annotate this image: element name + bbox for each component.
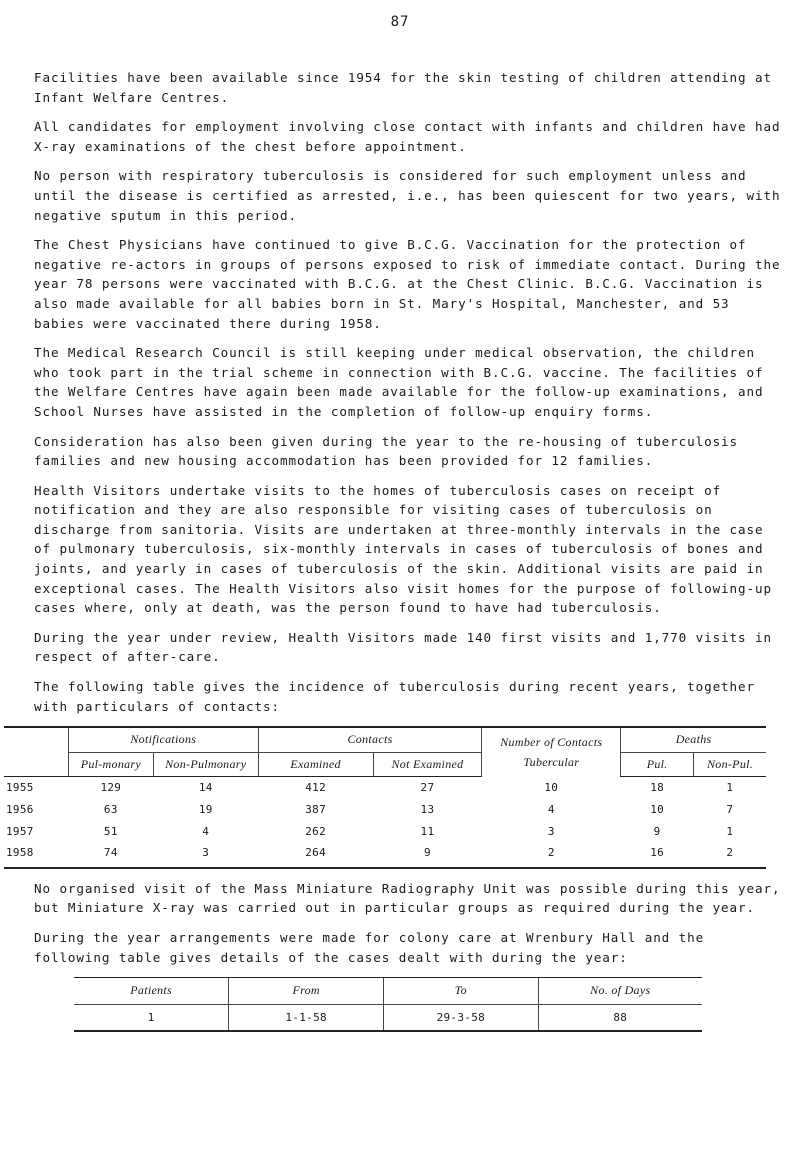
table-row	[4, 842, 766, 868]
pulmonary-cell: 74	[68, 842, 153, 868]
table-row	[4, 821, 766, 843]
deaths-pul-cell: 9	[653, 824, 661, 838]
to-header: To	[384, 978, 539, 1005]
examined-cell: 412	[305, 781, 326, 795]
year-cell: 1958	[4, 842, 68, 868]
paragraph-health-visitors: Health Visitors undertake visits to the homes of tuberculosis cases on receipt of notification and they are also responsible for visiting cases of tuberculosis on discharge from sanitoria. Visits are undertaken at three-monthly intervals in the case of pulmonary tuberculosis, six-monthly intervals in cases of tuberculosis of bones and joints, and yearly in cases of tuberculosis of the skin. Additional visits are paid in exceptional cases. The Health Visitors also visit homes for the purpose of following-up cases where, only at death, was the person found to have had tuberculosis.	[34, 482, 772, 616]
deaths-non-pul-cell: 2	[694, 842, 766, 868]
paragraph-respiratory-tb: No person with respiratory tuberculosis is considered for such employment unless and until the disease is certified as arrested, i.e., has been quiescent for two years, with negative sputum in this period.	[34, 168, 781, 223]
tubercular-header: Number of Contacts Tubercular	[482, 727, 621, 777]
tubercular-cell: 10	[544, 781, 559, 795]
deaths-pul-cell: 18	[650, 781, 665, 795]
days-cell: 88	[538, 1004, 702, 1031]
notifications-header: Notifications	[68, 727, 258, 752]
pulmonary-cell: 129	[100, 781, 122, 795]
paragraph-mass-radiography: No organised visit of the Mass Miniature Radiography Unit was possible during this year, but Miniature X-ray was carried out in particular groups as required during the year.	[34, 880, 781, 916]
not-examined-cell: 13	[420, 803, 435, 816]
deaths-header: Deaths	[621, 727, 766, 752]
tubercular-cell: 2	[482, 842, 621, 868]
paragraph-colony-care: During the year arrangements were made for colony care at Wrenbury Hall and the following table gives details of the cases dealt with during the year:	[34, 929, 705, 965]
examined-cell: 262	[305, 824, 326, 838]
from-cell: 1-1-58	[229, 1004, 384, 1031]
year-cell: 1956	[6, 803, 34, 816]
contacts-header: Contacts	[258, 727, 482, 752]
patients-header: Patients	[74, 978, 229, 1005]
document-body	[6, 68, 782, 1032]
deaths-non-pul-header: Non-Pul.	[694, 752, 766, 777]
pulmonary-cell: 63	[103, 803, 118, 816]
paragraph-xray-candidates: All candidates for employment involving close contact with infants and children have had X-ray examinations of the chest before appointment.	[34, 119, 781, 154]
table-row	[4, 799, 766, 821]
examined-cell: 264	[258, 842, 373, 868]
deaths-pul-cell: 16	[621, 842, 694, 868]
paragraph-medical-research: The Medical Research Council is still keeping under medical observation, the children who took part in the trial scheme in connection with B.C.G. vaccine. The facilities of the Welfare Centres have again been made available for the follow-up examinations, and School Nurses have assisted in the completion of follow-up enquiry forms.	[34, 345, 764, 419]
tuberculosis-incidence-table	[4, 726, 766, 869]
year-header-blank	[4, 727, 68, 752]
year-cell: 1957	[6, 824, 34, 838]
deaths-non-pul-cell: 1	[726, 781, 734, 795]
patients-cell: 1	[74, 1004, 229, 1031]
table-row	[4, 777, 766, 799]
tubercular-cell: 4	[547, 803, 555, 816]
non-pulmonary-header: Non-Pulmonary	[153, 752, 258, 777]
not-examined-cell: 11	[420, 824, 435, 838]
deaths-non-pul-cell: 7	[726, 803, 734, 816]
non-pulmonary-cell: 19	[198, 803, 213, 816]
non-pulmonary-cell: 3	[153, 842, 258, 868]
tubercular-cell: 3	[547, 824, 555, 838]
to-cell: 29-3-58	[384, 1004, 539, 1031]
days-header: No. of Days	[538, 978, 702, 1005]
non-pulmonary-cell: 4	[202, 824, 210, 838]
paragraph-skin-testing: Facilities have been available since 1954 for the skin testing of children attending at Infant Welfare Centres.	[34, 70, 772, 105]
paragraph-table-intro: The following table gives the incidence of tuberculosis during recent years, together with particulars of contacts:	[34, 679, 755, 714]
not-examined-cell: 9	[373, 842, 482, 868]
page-number: 87	[390, 14, 410, 30]
from-header: From	[229, 978, 384, 1005]
non-pulmonary-cell: 14	[198, 781, 213, 795]
paragraph-bcg-vaccination: The Chest Physicians have continued to give B.C.G. Vaccination for the protection of negative re-actors in groups of persons exposed to risk of immediate contact. During the year 78 persons were vaccinated with B.C.G. at the Chest Clinic. B.C.G. Vaccination is also made available for all babies born in St. Mary's Hospital, Manchester, and 53 babies were vaccinated there during 1958.	[34, 237, 781, 331]
year-cell: 1955	[6, 781, 34, 795]
not-examined-header: Not Examined	[373, 752, 482, 777]
pulmonary-header: Pul-monary	[68, 752, 153, 777]
pulmonary-cell: 51	[103, 824, 118, 838]
paragraph-rehousing: Consideration has also been given during the year to the re-housing of tuberculosis families and new housing accommodation has been provided for 12 families.	[34, 433, 739, 469]
examined-header: Examined	[258, 752, 373, 777]
deaths-pul-header: Pul.	[621, 752, 694, 777]
deaths-non-pul-cell: 1	[726, 824, 734, 838]
colony-care-table	[74, 977, 702, 1032]
not-examined-cell: 27	[420, 781, 435, 795]
deaths-pul-cell: 10	[650, 803, 665, 816]
paragraph-visits-count: During the year under review, Health Visitors made 140 first visits and 1,770 visits in respect of after-care.	[34, 629, 772, 665]
examined-cell: 387	[305, 803, 326, 816]
table-row	[74, 1004, 702, 1031]
